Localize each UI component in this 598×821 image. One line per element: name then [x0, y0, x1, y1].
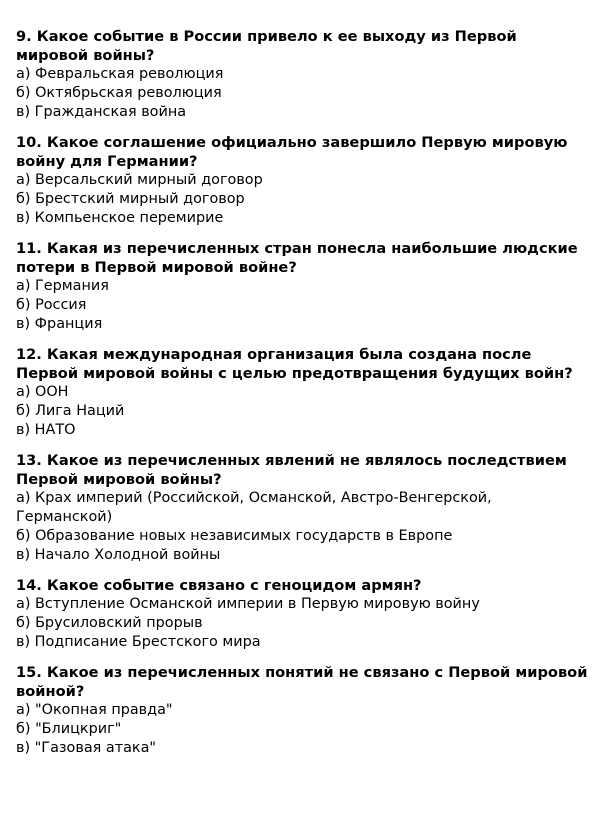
answer-option: б) Образование новых независимых государств в Европе — [16, 528, 453, 544]
question-13 — [16, 451, 588, 565]
question-9 — [16, 27, 588, 122]
answer-options — [16, 65, 588, 122]
answer-option: а) Крах империй (Российской, Османской, Австро-Венгерской, Германской) — [16, 490, 492, 525]
question-12 — [16, 345, 588, 440]
question-title: 9. Какое событие в России привело к ее выходу из Первой мировой войны? — [16, 28, 517, 64]
question-10 — [16, 133, 588, 228]
answer-options — [16, 701, 588, 758]
answer-option: б) Брусиловский прорыв — [16, 615, 203, 631]
question-title: 14. Какое событие связано с геноцидом армян? — [16, 577, 422, 594]
question-15 — [16, 663, 588, 758]
answer-options — [16, 277, 588, 334]
answer-option: а) Вступление Османской империи в Первую мировую войну — [16, 596, 480, 612]
answer-options — [16, 171, 588, 228]
answer-option: а) Германия — [16, 278, 109, 294]
answer-option: а) Версальский мирный договор — [16, 172, 263, 188]
answer-option: в) "Газовая атака" — [16, 740, 157, 756]
question-title: 10. Какое соглашение официально завершило Первую мировую войну для Германии? — [16, 134, 568, 170]
answer-option: б) Октябрьская революция — [16, 85, 222, 101]
question-title: 12. Какая международная организация была создана после Первой мировой войны с целью предотвращения будущих войн? — [16, 346, 573, 382]
question-title: 15. Какое из перечисленных понятий не связано с Первой мировой войной? — [16, 664, 588, 700]
question-title: 11. Какая из перечисленных стран понесла наибольшие людские потери в Первой мировой войне? — [16, 240, 578, 276]
answer-option: б) Россия — [16, 297, 87, 313]
answer-options — [16, 383, 588, 440]
answer-option: а) ООН — [16, 384, 69, 400]
answer-option: в) Компьенское перемирие — [16, 210, 224, 226]
answer-option: б) "Блицкриг" — [16, 721, 122, 737]
answer-option: а) "Окопная правда" — [16, 702, 173, 718]
answer-option: б) Брестский мирный договор — [16, 191, 245, 207]
answer-option: в) Франция — [16, 316, 103, 332]
answer-option: а) Февральская революция — [16, 66, 224, 82]
answer-option: в) Начало Холодной войны — [16, 547, 221, 563]
answer-options — [16, 489, 588, 565]
answer-option: в) НАТО — [16, 422, 76, 438]
answer-option: б) Лига Наций — [16, 403, 125, 419]
question-title: 13. Какое из перечисленных явлений не являлось последствием Первой мировой войны? — [16, 452, 567, 488]
answer-option: в) Гражданская война — [16, 104, 187, 120]
answer-options — [16, 595, 588, 652]
question-11 — [16, 239, 588, 334]
answer-option: в) Подписание Брестского мира — [16, 634, 261, 650]
document-page — [16, 27, 588, 769]
question-14 — [16, 576, 588, 652]
